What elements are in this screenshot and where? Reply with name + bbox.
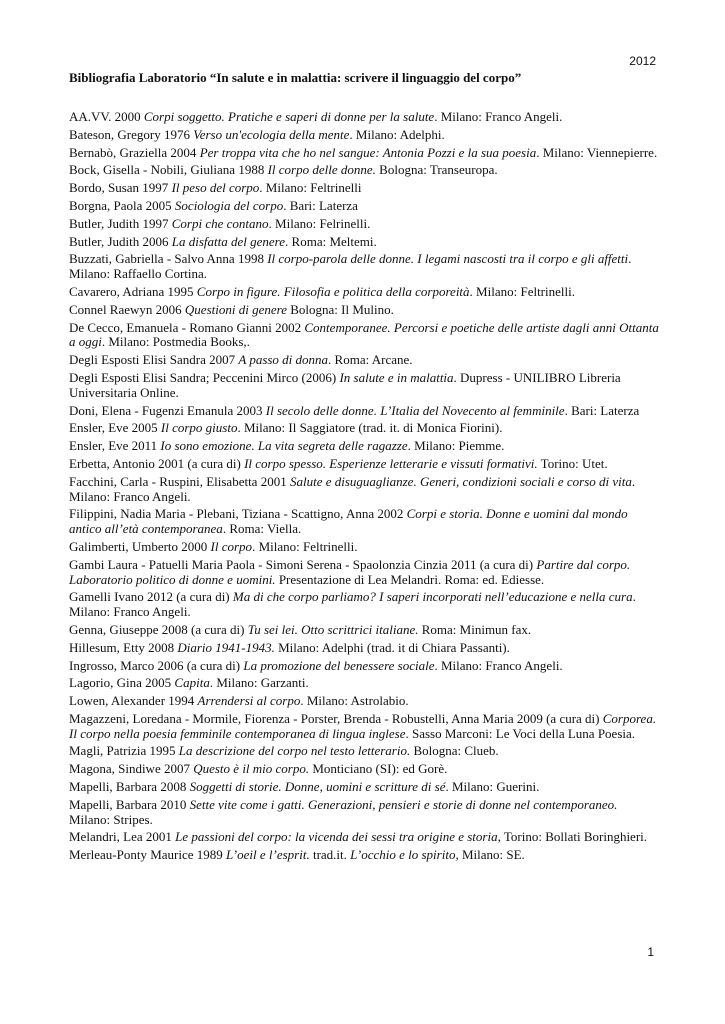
entry-author: Connel Raewyn 2006 (69, 301, 185, 317)
entry-title: Corpi che contano (171, 215, 269, 231)
bibliography-entry (69, 507, 659, 537)
bibliography-entry (69, 694, 659, 709)
bibliography-entry (69, 217, 659, 232)
entry-author: Lagorio, Gina 2005 (69, 675, 175, 691)
bibliography-entry (69, 303, 659, 318)
entry-title: Ma di che corpo parliamo? I saperi incorporati nell’educazione e nella cura (232, 589, 633, 605)
entry-title: Corpi e storia. Donne e uomini dal mondo antico all’età contemporanea (69, 506, 628, 537)
bibliography-entry (69, 659, 659, 674)
entry-title: Contemporanee. Percorsi e poetiche delle artiste dagli anni Ottanta a oggi (69, 319, 659, 350)
entry-publication: . Roma: Arcane. (328, 352, 413, 368)
entry-publication: Roma: Minimun fax. (418, 621, 532, 637)
entry-author: Magona, Sindiwe 2007 (69, 761, 194, 777)
entry-author: Galimberti, Umberto 2000 (69, 538, 211, 554)
entry-author: Merleau-Ponty Maurice 1989 (69, 847, 227, 863)
entry-publication: Presentazione di Lea Melandri. Roma: ed. Ediesse. (275, 571, 545, 587)
bibliography-entry (69, 421, 659, 436)
entry-author: Gambi Laura - Patuelli Maria Paola - Simoni Serena - Spaolonzia Cinzia 2011 (a cura di) (69, 556, 537, 572)
entry-title: Il corpo spesso. Esperienze letterarie e vissuti formativi. (244, 455, 538, 471)
bibliography-entry (69, 128, 659, 143)
entry-title: Arrendersi al corpo (197, 693, 301, 709)
bibliography-entry (69, 744, 659, 759)
bibliography-entry (69, 558, 659, 588)
entry-title: Corpo in figure. Filosofia e politica della corporeità (196, 283, 470, 299)
entry-author: Erbetta, Antonio 2001 (a cura di) (69, 455, 245, 471)
entry-author: Melandri, Lea 2001 (69, 829, 176, 845)
entry-author: Bateson, Gregory 1976 (69, 126, 194, 142)
entry-title: La promozione del benessere sociale (243, 657, 435, 673)
entry-title: A passo di donna (238, 352, 329, 368)
bibliography-entry (69, 641, 659, 656)
entry-title: Il corpo delle donne. (267, 162, 376, 178)
entry-title: Sociologia del corpo (174, 197, 284, 213)
entry-author: Bernabò, Graziella 2004 (69, 144, 200, 160)
bibliography-entry (69, 285, 659, 300)
bibliography-entry (69, 439, 659, 454)
bibliography-entry (69, 181, 659, 196)
entry-author: Filippini, Nadia Maria - Plebani, Tiziana - Scattigno, Anna 2002 (69, 506, 407, 522)
entry-publication: . Milano: Postmedia Books,. (101, 334, 250, 350)
entry-author: Degli Esposti Elisi Sandra; Peccenini Mirco (2006) (69, 369, 340, 385)
entry-author: Bordo, Susan 1997 (69, 180, 172, 196)
bibliography-entry (69, 353, 659, 368)
bibliography-entry (69, 540, 659, 555)
entry-title: Tu sei lei. Otto scrittrici italiane. (247, 621, 419, 637)
entry-author: Magli, Patrizia 1995 (69, 743, 179, 759)
entry-author: Mapelli, Barbara 2010 (69, 796, 190, 812)
entry-publication: . Milano: Astrolabio. (300, 693, 409, 709)
entry-title: In salute e in malattia (339, 369, 454, 385)
entry-publication: Torino: Bollati Boringhieri. (500, 829, 648, 845)
entry-publication: . Milano: Feltrinelli. (469, 283, 575, 299)
entry-title: Verso un'ecologia della mente (193, 126, 350, 142)
bibliography-entry (69, 676, 659, 691)
entry-title: Il corpo giusto (160, 420, 238, 436)
entry-publication: . Bari: Laterza (283, 197, 358, 213)
entry-publication: . Milano: Franco Angeli. (69, 473, 636, 504)
bibliography-entry (69, 371, 659, 401)
entry-author: Genna, Giuseppe 2008 (a cura di) (69, 621, 248, 637)
entry-publication: . Sasso Marconi: Le Voci della Luna Poesia. (405, 725, 636, 741)
bibliography-entry (69, 590, 659, 620)
entry-title: Le passioni del corpo: la vicenda dei sessi tra origine e storia, (175, 829, 501, 845)
entry-author: Doni, Elena - Fugenzi Emanula 2003 (69, 402, 266, 418)
entry-publication: . Dupress - UNILIBRO Libreria Universitaria Online. (69, 369, 621, 400)
entry-publication: Milano: SE. (458, 847, 525, 863)
entry-title: La descrizione del corpo nel testo letterario. (178, 743, 411, 759)
entry-publication: . Milano: Feltrinelli. (252, 538, 358, 554)
entry-publication: . Roma: Meltemi. (285, 233, 377, 249)
entry-publication: . Milano: Raffaello Cortina. (69, 251, 632, 282)
entry-title: Il peso del corpo (171, 180, 260, 196)
entry-publication: Milano: Adelphi (trad. it di Chiara Passanti). (274, 639, 510, 655)
entry-author: Lowen, Alexander 1994 (69, 693, 198, 709)
bibliography-entry (69, 163, 659, 178)
entry-publication: . Milano: Felrinelli. (268, 215, 371, 231)
entry-title: Il corpo (210, 538, 253, 554)
bibliography-entry (69, 199, 659, 214)
entry-author: Ensler, Eve 2011 (69, 438, 161, 454)
entry-title: L’oeil e l’esprit. (226, 847, 310, 863)
entry-title: Questioni di genere (184, 301, 287, 317)
entry-publication: . Milano: Franco Angeli. (434, 109, 563, 124)
entry-author: Hillesum, Etty 2008 (69, 639, 178, 655)
entry-author: Facchini, Carla - Ruspini, Elisabetta 2001 (69, 473, 290, 489)
entry-publication: . Roma: Viella. (222, 521, 302, 537)
bibliography-entry (69, 457, 659, 472)
entry-publication: . Milano: Feltrinelli (259, 180, 362, 196)
entry-publication: . Milano: Franco Angeli. (69, 589, 636, 620)
entry-title: Questo è il mio corpo. (193, 761, 310, 777)
entry-title: Partire dal corpo. Laboratorio politico di donne e uomini. (69, 556, 631, 587)
entry-title: L’occhio e lo spirito, (350, 847, 459, 863)
entry-publication: Bologna: Clueb. (410, 743, 499, 759)
entry-author: Bock, Gisella - Nobili, Giuliana 1988 (69, 162, 268, 178)
entry-publication: . Milano: Viennepierre. (536, 144, 658, 160)
entry-author: Ensler, Eve 2005 (69, 420, 161, 436)
entry-publication: . Milano: Garzanti. (209, 675, 309, 691)
entry-author: Mapelli, Barbara 2008 (69, 779, 190, 795)
entry-title: Il secolo delle donne. L’Italia del Novecento al femminile (265, 402, 565, 418)
entry-publication: . Milano: Guerini. (445, 779, 540, 795)
entry-publication: Bologna: Il Mulino. (286, 301, 394, 317)
bibliography-entry (69, 623, 659, 638)
document-title: Bibliografia Laboratorio “In salute e in malattia: scrivere il linguaggio del corpo” (69, 70, 522, 85)
entry-author: Degli Esposti Elisi Sandra 2007 (69, 352, 239, 368)
entry-author: Gamelli Ivano 2012 (a cura di) (69, 589, 233, 605)
entry-publication: . Milano: Piemme. (407, 438, 505, 454)
bibliography-entry (69, 830, 659, 845)
entry-title: Diario 1941-1943. (177, 639, 275, 655)
entry-author: Butler, Judith 1997 (69, 215, 172, 231)
entry-author: Cavarero, Adriana 1995 (69, 283, 197, 299)
bibliography-list (69, 110, 659, 866)
entry-publication: Torino: Utet. (537, 455, 608, 471)
bibliography-entry (69, 712, 659, 742)
entry-title: Corpi soggetto. Pratiche e saperi di donne per la salute (143, 109, 435, 124)
bibliography-entry (69, 235, 659, 250)
header-year: 2012 (629, 54, 656, 68)
entry-author: Borgna, Paola 2005 (69, 197, 175, 213)
entry-title: Corporea. Il corpo nella poesia femminile contemporanea di lingua inglese (69, 710, 657, 741)
entry-title: La disfatta del genere (171, 233, 286, 249)
entry-title: Salute e disuguaglianze. Generi, condizioni sociali e corso di vita (289, 473, 632, 489)
entry-publication: trad.it. (309, 847, 351, 863)
entry-publication: Bologna: Transeuropa. (375, 162, 498, 178)
entry-title: Il corpo-parola delle donne. I legami nascosti tra il corpo e gli affetti (267, 251, 629, 267)
entry-author: Butler, Judith 2006 (69, 233, 172, 249)
bibliography-entry (69, 110, 659, 125)
entry-publication: . Bari: Laterza (564, 402, 640, 418)
entry-title: Soggetti di storie. Donne, uomini e scritture di sé (189, 779, 446, 795)
entry-publication: . Milano: Il Saggiatore (trad. it. di Monica Fiorini). (237, 420, 503, 436)
bibliography-entry (69, 848, 659, 863)
entry-publication: Monticiano (SI): ed Gorè. (309, 761, 448, 777)
entry-author: Magazzeni, Loredana - Mormile, Fiorenza - Porster, Brenda - Robustelli, Anna Maria 2009 (a cura di) (69, 710, 603, 726)
bibliography-entry (69, 475, 659, 505)
entry-author: De Cecco, Emanuela - Romano Gianni 2002 (69, 319, 305, 335)
entry-publication: Milano: Stripes. (69, 811, 153, 827)
bibliography-entry (69, 404, 659, 419)
entry-author: Buzzati, Gabriella - Salvo Anna 1998 (69, 251, 268, 267)
page-number: 1 (647, 945, 654, 959)
entry-author: Ingrosso, Marco 2006 (a cura di) (69, 657, 244, 673)
entry-publication: . Milano: Franco Angeli. (434, 657, 563, 673)
entry-title: Per troppa vita che ho nel sangue: Antonia Pozzi e la sua poesia (199, 144, 537, 160)
bibliography-entry (69, 146, 659, 161)
bibliography-entry (69, 321, 659, 351)
bibliography-entry (69, 798, 659, 828)
bibliography-entry (69, 780, 659, 795)
entry-publication: . Milano: Adelphi. (349, 126, 445, 142)
entry-title: Io sono emozione. La vita segreta delle ragazze (160, 438, 408, 454)
bibliography-entry (69, 762, 659, 777)
entry-author: AA.VV. 2000 (69, 109, 144, 124)
entry-title: Sette vite come i gatti. Generazioni, pensieri e storie di donne nel contemporaneo. (189, 796, 618, 812)
entry-title: Capita (174, 675, 210, 691)
bibliography-entry (69, 252, 659, 282)
